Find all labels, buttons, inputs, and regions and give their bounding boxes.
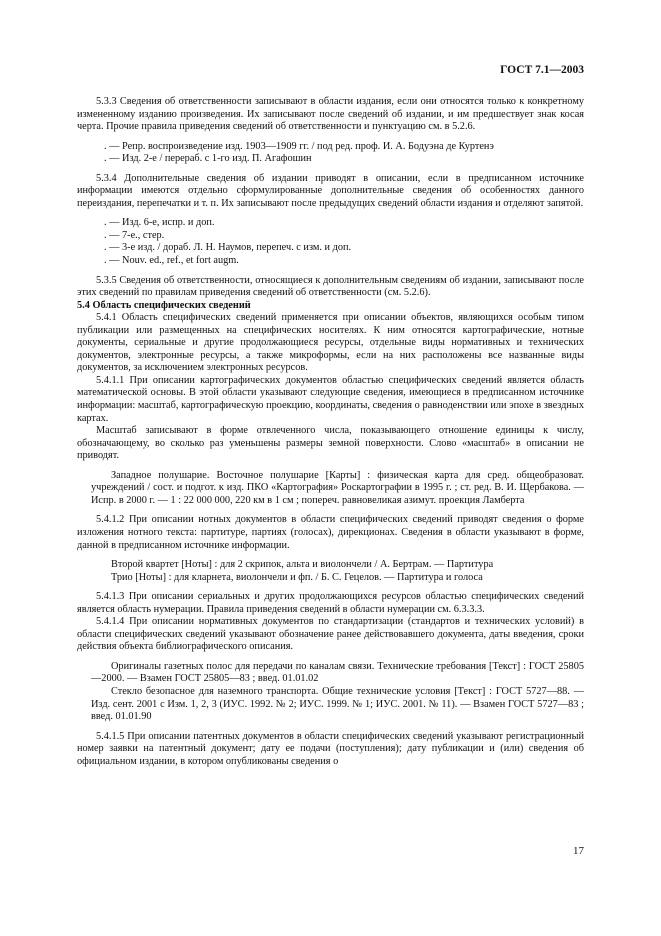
paragraph-5-4-1-2: 5.4.1.2 При описании нотных документов в области специфических сведений приводят сведения о форме изложения нотного текста: партитуре, партиях (голосах), дирекционах. Сведения в области указывают в форме, данной в предписанном источнике информации. (77, 514, 584, 551)
example-line: . — Изд. 6-е, испр. и доп. (104, 217, 215, 229)
paragraph-5-4-1-4: 5.4.1.4 При описании нормативных документов по стандартизации (стандартов и технических условий) в области специфических сведений указывают обозначение ранее действовавшего документа, даты введения, сроки действия объекта библиографического описания. (77, 616, 584, 653)
example-map: Западное полушарие. Восточное полушарие [Карты] : физическая карта для сред. общеобразоват. учреждений / сост. и подгот. к изд. ПКО «Картография» Роскартографии в 1995 г. ; ст. ред. В. И. Щербакова. — Испр. в 2000 г. — 1 : 22 000 000, 220 км в 1 см ; попереч. равновеликая азимут. проекция Ламберта (91, 469, 584, 506)
page-number: 17 (573, 845, 584, 857)
paragraph-5-3-5: 5.3.5 Сведения об ответственности, относящиеся к дополнительным сведениям об издании, записывают после этих сведений по правилам приведения сведений об ответственности (см. 5.2.6). (77, 274, 584, 299)
paragraph-5-4-1-3: 5.4.1.3 При описании сериальных и других продолжающихся ресурсов областью специфических сведений является область нумерации. Правила приведения сведений в области нумерации см. 6.3.3.3. (77, 591, 584, 615)
example-line: . — Репр. воспроизведение изд. 1903—1909 гг. / под ред. проф. И. А. Бодуэна де Куртенэ (104, 140, 494, 152)
example-line: . — Nouv. ed., ref., et fort augm. (104, 255, 239, 267)
example-line: . — 7-е., стер. (104, 229, 165, 241)
paragraph-5-4-1: 5.4.1 Область специфических сведений применяется при описании объектов, являющихся особым типом публикации или размещенных на специфических носителях. К ним относятся картографические, нотные документы, сериальные и другие продолжающиеся ресурсы, отдельные виды нормативных и технических документов, электронные ресурсы, а также микроформы, если на них расположены все названные виды документов, за исключением электронных ресурсов. (77, 312, 584, 374)
document-code-header: ГОСТ 7.1—2003 (500, 64, 584, 76)
example-standard: Стекло безопасное для наземного транспорта. Общие технические условия [Текст] : ГОСТ 5727—88. — Изд. сент. 2001 с Изм. 1, 2, 3 (ИУС. 1992. № 2; ИУС. 1999. № 1; ИУС. 2001. № 11). — Взамен ГОСТ 5727—83 ; введ. 01.01.90 (91, 685, 584, 723)
paragraph-5-4-1-5: 5.4.1.5 При описании патентных документов в области специфических сведений указывают регистрационный номер заявки на патентный документ; дату ее подачи (поступления); дату публикации и (или) сведения об официальном издании, в котором опубликованы сведения о (77, 730, 584, 767)
page-body (77, 96, 584, 768)
paragraph-5-4-1-1: 5.4.1.1 При описании картографических документов областью специфических сведений является область математической основы. В этой области указывают следующие сведения, имеющиеся в предписанном источнике информации: масштаб, картографическую проекцию, координаты, сведения о равноденствии или эпохе в звездных картах. (77, 374, 584, 424)
example-line: . — Изд. 2-е / перераб. с 1-го изд. П. Агафошин (104, 153, 312, 165)
example-standard: Оригиналы газетных полос для передачи по каналам связи. Технические требования [Текст] : ГОСТ 25805—2000. — Взамен ГОСТ 25805—83 ; введ. 01.01.02 (91, 660, 584, 685)
example-music: Второй квартет [Ноты] : для 2 скрипок, альта и виолончели / А. Бертрам. — Партитура (111, 559, 494, 571)
example-music: Трио [Ноты] : для кларнета, виолончели и фп. / Б. С. Гецелов. — Партитура и голоса (111, 571, 483, 583)
paragraph-5-3-3: 5.3.3 Сведения об ответственности записывают в области издания, если они относятся только к конкретному измененному изданию произведения. Их записывают после сведений об издании, и им предшествует знак косая черта. Прочие правила приведения сведений об ответственности и пунктуацию см. в 5.2.6. (77, 96, 584, 133)
section-heading-text: 5.4 Область специфических сведений (77, 299, 251, 311)
paragraph-5-3-4: 5.3.4 Дополнительные сведения об издании приводят в описании, если в предписанном источнике информации имеются отдельно сформулированные дополнительные сведения об особенностях данного переиздания, перепечатки и т. п. Их записывают после предыдущих сведений области издания и отделяют запятой. (77, 172, 584, 209)
section-heading-5-4 (77, 300, 584, 313)
example-line: . — 3-е изд. / дораб. Л. Н. Наумов, перепеч. с изм. и доп. (104, 242, 352, 254)
paragraph-5-4-1-1-scale: Масштаб записывают в форме отвлеченного числа, показывающего отношение единицы к числу, обозначающему, во сколько раз уменьшены размеры земной поверхности. Слово «масштаб» в описании не приводят. (77, 425, 584, 462)
